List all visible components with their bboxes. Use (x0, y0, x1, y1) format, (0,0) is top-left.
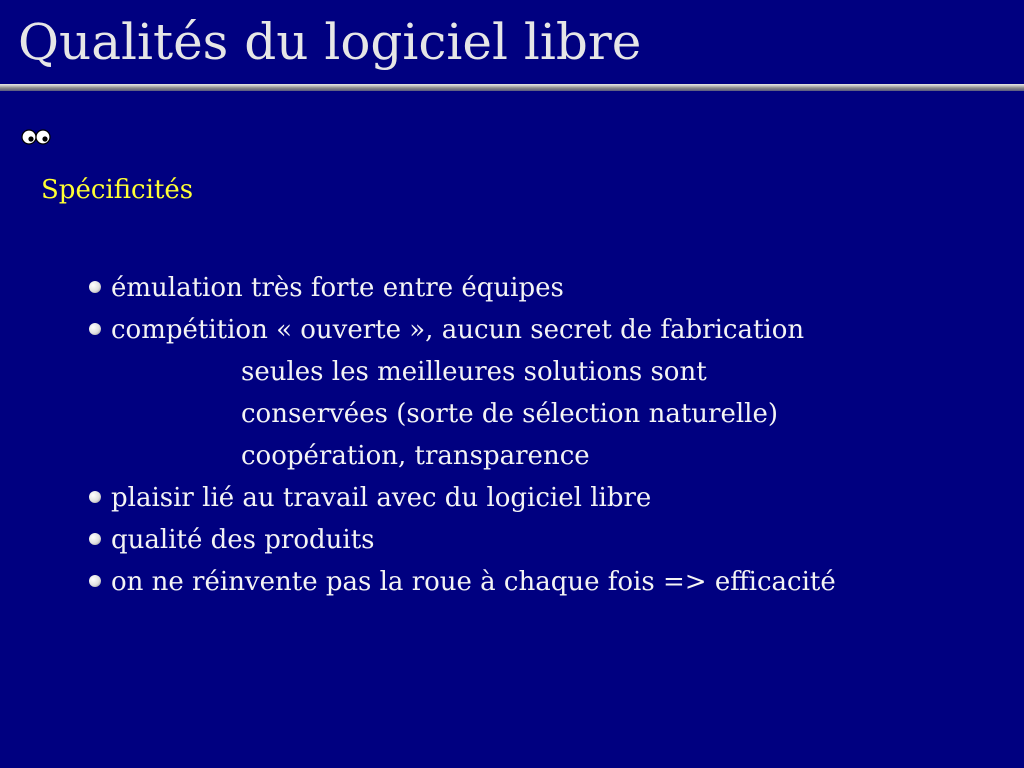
section-label: Spécificités (41, 175, 194, 205)
list-subitem-text: coopération, transparence (241, 441, 590, 471)
list-item-text: qualité des produits (111, 525, 375, 555)
list-subitem-text: conservées (sorte de sélection naturelle) (241, 399, 778, 429)
title-divider (0, 84, 1024, 91)
slide-title: Qualités du logiciel libre (18, 13, 642, 71)
bullet-sphere-icon (89, 491, 101, 503)
list-item-text: compétition « ouverte », aucun secret de fabrication (111, 315, 805, 345)
bullet-sphere-icon (89, 533, 101, 545)
bullet-sphere-icon (89, 281, 101, 293)
list-item-text: plaisir lié au travail avec du logiciel libre (111, 483, 652, 513)
list-subitem-text: seules les meilleures solutions sont (241, 357, 707, 387)
eyes-icon (21, 129, 51, 145)
bullet-sphere-icon (89, 575, 101, 587)
list-item-text: on ne réinvente pas la roue à chaque fois => efficacité (111, 567, 836, 597)
bullet-sphere-icon (89, 323, 101, 335)
list-item-text: émulation très forte entre équipes (111, 273, 564, 303)
